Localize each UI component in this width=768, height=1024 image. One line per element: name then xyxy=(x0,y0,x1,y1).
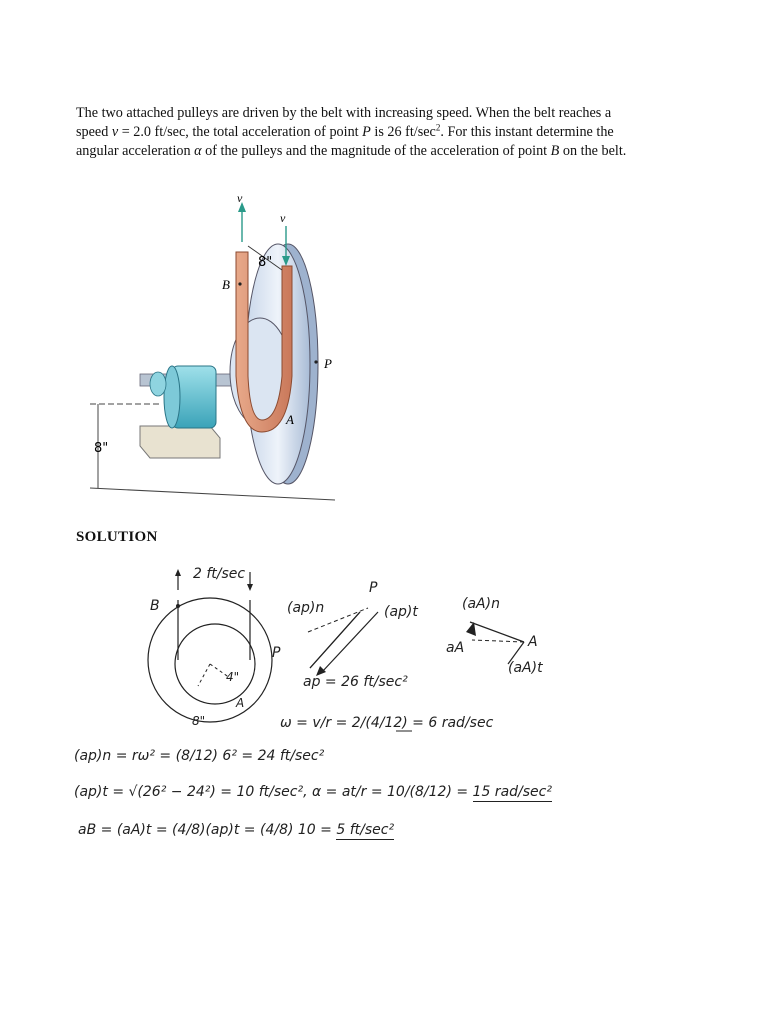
omega-equation: ω = v/r = 2/(4/12) = 6 rad/sec xyxy=(280,715,494,731)
label-v-right: v xyxy=(280,211,286,225)
label-v-left: v xyxy=(237,191,243,205)
dimension-label-top: 8" xyxy=(258,255,273,270)
exponent: 2 xyxy=(435,122,441,133)
alpha-result: 15 rad/sec² xyxy=(472,784,552,800)
belt-speed-label: 2 ft/sec xyxy=(193,566,246,582)
motor-hub xyxy=(150,372,166,396)
arrowhead xyxy=(175,569,181,576)
aA-point-label: A xyxy=(528,634,538,650)
point-P xyxy=(314,360,317,363)
arrowhead xyxy=(247,584,253,591)
motor-end xyxy=(164,366,180,428)
dimension-line xyxy=(90,488,335,500)
problem-text: angular acceleration xyxy=(76,143,195,159)
dimension-label: 8" xyxy=(94,441,109,456)
radius-4-label: 4" xyxy=(226,670,240,684)
problem-text: . For this instant determine the xyxy=(440,124,614,140)
aA-dashed xyxy=(472,640,524,642)
equation-accel-B xyxy=(78,822,394,838)
symbol-alpha: α xyxy=(194,143,202,159)
pulley-figure xyxy=(80,186,350,506)
accel-P-label: P xyxy=(369,580,378,596)
equation-text: aB = (aA)t = (4/8)(ap)t = (4/8) 10 = xyxy=(78,822,337,838)
point-B xyxy=(238,282,241,285)
problem-line-1: The two attached pulleys are driven by the belt with increasing speed. When the belt reaches a xyxy=(76,105,612,121)
problem-text: = 2.0 ft/sec, the total acceleration of point xyxy=(118,124,363,140)
inner-pulley-circle xyxy=(175,624,255,704)
aA-tangential-label: (aA)t xyxy=(508,660,543,676)
label-B: B xyxy=(222,277,230,292)
tangential-component xyxy=(322,612,378,672)
problem-text: is 26 ft/sec xyxy=(370,124,436,140)
equation-text: (ap)t = √(26² − 24²) = 10 ft/sec², α = at/r = 10/(8/12) = xyxy=(74,784,473,800)
aA-label: aA xyxy=(446,640,465,656)
aB-result: 5 ft/sec² xyxy=(336,822,395,838)
solution-heading: SOLUTION xyxy=(76,529,158,545)
radius-8-label: 8" xyxy=(192,714,206,728)
ap-value: ap = 26 ft/sec² xyxy=(303,674,408,690)
sketch-label-A: A xyxy=(236,696,245,710)
ap-normal-label: (ap)n xyxy=(287,600,325,616)
problem-text: speed xyxy=(76,124,112,140)
ap-tangential-label: (ap)t xyxy=(384,604,418,620)
radius-line xyxy=(198,664,210,686)
aA-vector xyxy=(470,622,524,642)
problem-statement xyxy=(76,104,736,161)
symbol-B: B xyxy=(550,143,560,159)
equation-tangential-accel xyxy=(74,784,552,800)
base-block xyxy=(140,426,220,458)
symbol-P: P xyxy=(362,124,371,140)
problem-text: of the pulleys and the magnitude of the acceleration of point xyxy=(201,143,551,159)
aA-normal-label: (aA)n xyxy=(462,596,500,612)
label-P: P xyxy=(324,356,332,371)
point-B-mark xyxy=(176,604,180,608)
problem-text: on the belt. xyxy=(559,143,627,159)
label-A: A xyxy=(286,412,294,427)
sketch-label-P: P xyxy=(272,645,281,661)
sketch-label-B: B xyxy=(150,598,160,614)
equation-normal-accel: (ap)n = rω² = (8/12) 6² = 24 ft/sec² xyxy=(74,748,325,764)
symbol-v: v xyxy=(111,124,119,140)
